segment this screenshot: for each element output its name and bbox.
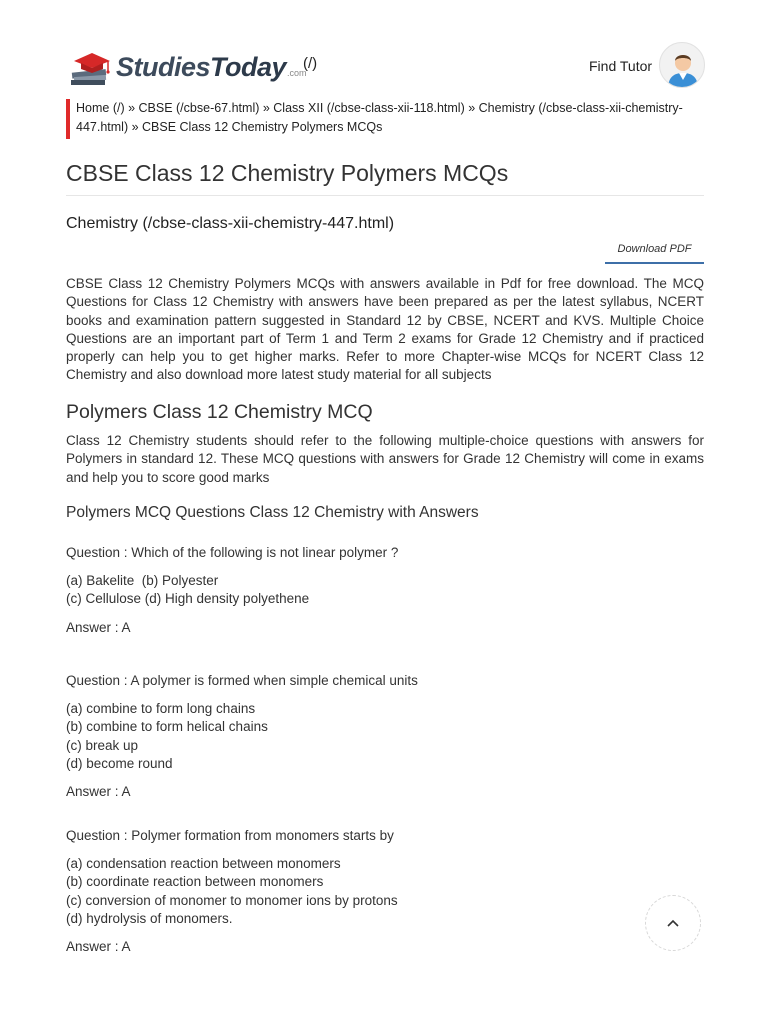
subject-link[interactable]: Chemistry (/cbse-class-xii-chemistry-447.html)	[66, 215, 395, 232]
question-block-2	[66, 672, 704, 801]
option-line: (b) combine to form helical chains	[66, 719, 268, 735]
download-pdf-button[interactable]: Download PDF	[605, 238, 704, 264]
section-heading: Polymers Class 12 Chemistry MCQ	[66, 401, 373, 423]
question-block-3	[66, 827, 704, 956]
site-logo[interactable]	[68, 42, 307, 92]
sub-heading: Polymers MCQ Questions Class 12 Chemistry with Answers	[66, 504, 479, 521]
question-text: Question : Polymer formation from monomers starts by	[66, 828, 394, 843]
option-line: (a) condensation reaction between monomers	[66, 856, 341, 871]
question-text: Question : A polymer is formed when simple chemical units	[66, 673, 418, 688]
answer-text: Answer : A	[66, 619, 131, 635]
find-tutor-link[interactable]: Find Tutor	[589, 58, 653, 74]
option-line: (d) become round	[66, 755, 173, 771]
logo-text-studies: Studies	[116, 51, 211, 82]
chevron-up-icon	[667, 914, 679, 932]
option-line: (c) Cellulose (d) High density polyethene	[66, 591, 310, 607]
option-line: (c) conversion of monomer to monomer ions by protons	[66, 892, 398, 908]
option-line: (a) Bakelite (b) Polyester	[66, 573, 219, 588]
question-options	[66, 700, 704, 773]
scroll-to-top-button[interactable]	[645, 895, 701, 951]
breadcrumb	[66, 99, 706, 139]
question-options	[66, 855, 704, 928]
logo-wordmark	[116, 52, 286, 83]
breadcrumb-line-1[interactable]: Home (/) » CBSE (/cbse-67.html) » Class XII (/cbse-class-xii-118.html) » Chemistry (/cbse-class-xii-chemistry-	[76, 101, 683, 115]
title-divider	[66, 195, 704, 196]
question-block-1	[66, 544, 704, 637]
breadcrumb-line-2[interactable]: 447.html) » CBSE Class 12 Chemistry Polymers MCQs	[76, 120, 383, 134]
page-title: CBSE Class 12 Chemistry Polymers MCQs	[66, 160, 509, 186]
option-line: (a) combine to form long chains	[66, 701, 256, 716]
intro-paragraph: CBSE Class 12 Chemistry Polymers MCQs with answers available in Pdf for free download. The MCQ Questions for Class 12 Chemistry with answers have been prepared as per the latest syllabus, NCERT books and examination pattern suggested in Standard 12 by CBSE, NCERT and KVS. Multiple Choice Questions are an important part of Term 1 and Term 2 exams for Grade 12 Chemistry and if practiced properly can help you to get higher marks. Refer to more Chapter-wise MCQs for NCERT Class 12 Chemistry and also download more latest study material for all subjects	[66, 276, 704, 383]
answer-text: Answer : A	[66, 939, 131, 955]
question-text: Question : Which of the following is not linear polymer ?	[66, 545, 399, 560]
option-line: (d) hydrolysis of monomers.	[66, 910, 233, 926]
logo-text-today: Today	[210, 51, 287, 82]
logo-com: .com	[287, 68, 307, 78]
tutor-avatar-icon[interactable]	[659, 42, 705, 88]
answer-text: Answer : A	[66, 784, 131, 800]
graduation-cap-books-icon	[68, 47, 114, 87]
home-link[interactable]: (/)	[303, 55, 318, 72]
option-line: (b) coordinate reaction between monomers	[66, 874, 324, 890]
question-options	[66, 572, 704, 609]
option-line: (c) break up	[66, 737, 139, 753]
section-intro-paragraph: Class 12 Chemistry students should refer to the following multiple-choice questions with answers for Polymers in standard 12. These MCQ questions with answers for Grade 12 Chemistry will come in exams and help you to score good marks	[66, 433, 704, 485]
site-header	[0, 0, 768, 95]
